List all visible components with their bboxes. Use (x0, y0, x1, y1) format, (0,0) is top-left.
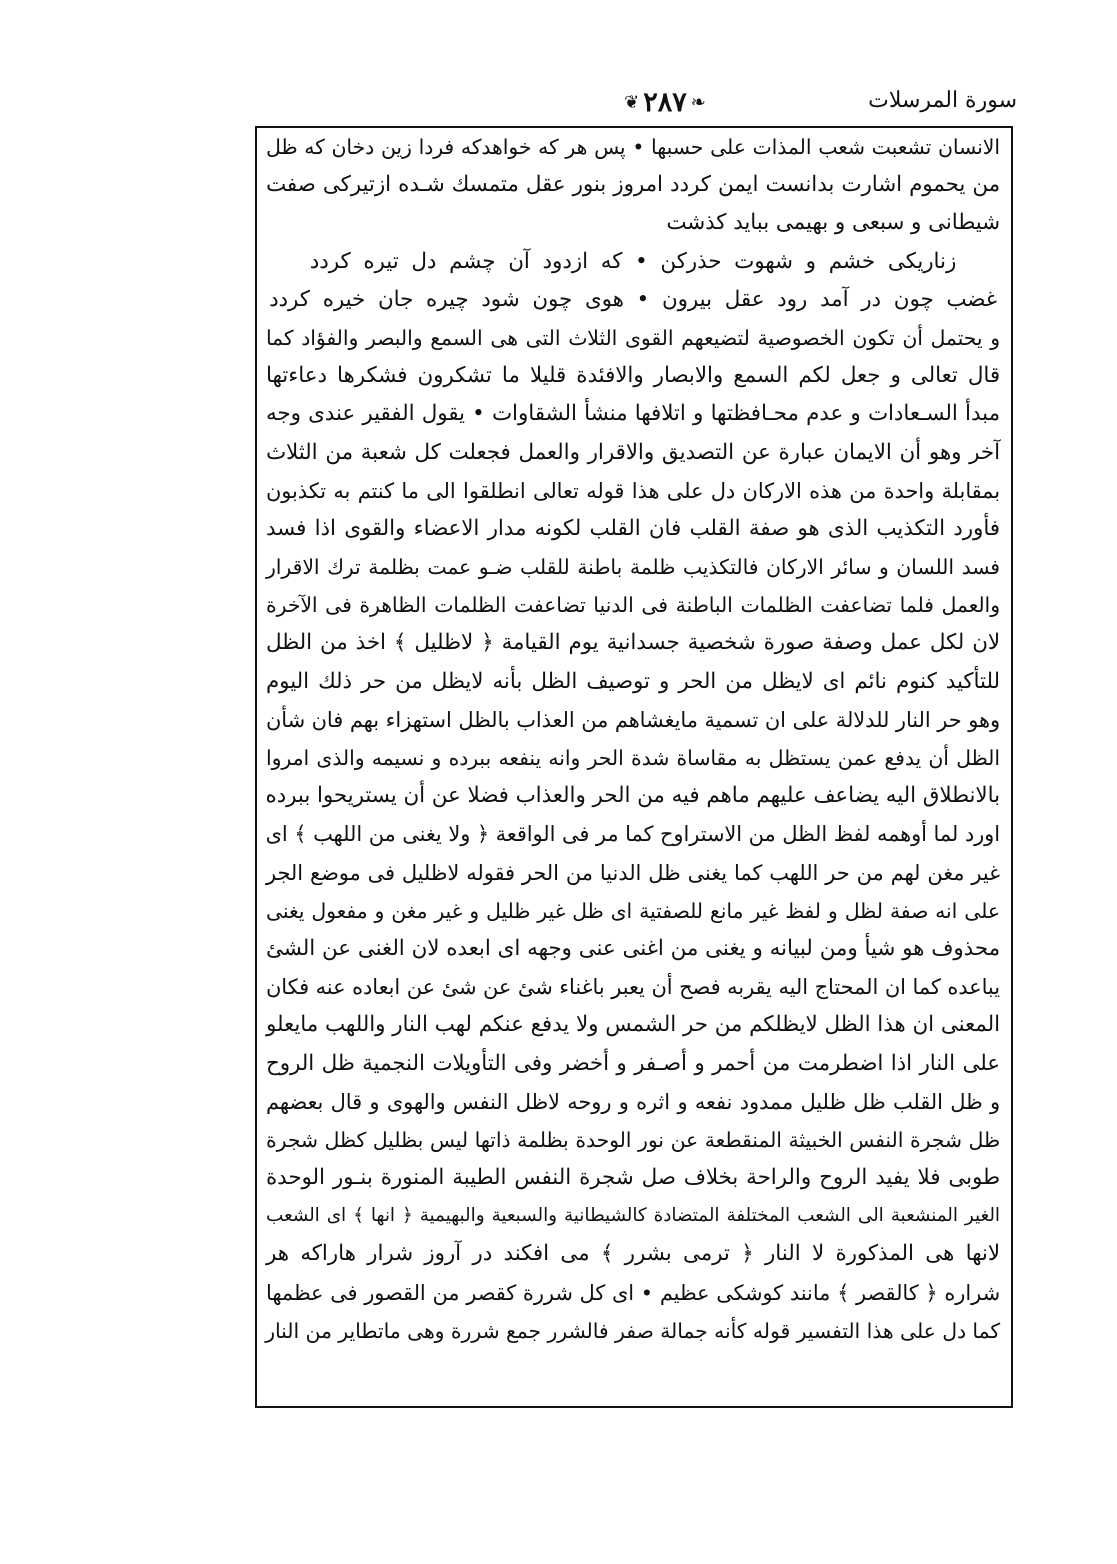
text-line: المعنى ان هذا الظل لايظلكم من حر الشمس ولا يدفع عنكم لهب النار واللهب مايعلو (266, 1012, 1000, 1038)
page-number: ٢٨٧ (643, 87, 687, 118)
text-line: مبدأ السـعادات و عدم محـافظتها و اتلافها منشأ الشقاوات • يقول الفقير عندى وجه (266, 401, 1000, 427)
text-line: على انه صفة لظل و لفظ غير مانع للصفتية اى ظل غير ظليل و غير مغن و مفعول يغنى (266, 898, 1000, 923)
ornament-right-icon: ❧ (690, 92, 706, 113)
page-header (255, 86, 1045, 126)
page-number-block (610, 86, 720, 120)
text-line: من يحموم اشارت بدانست ايمن كردد امروز بنور عقل متمسك شـده ازتيركى صفت (266, 172, 1000, 198)
verse-line: زناريكى خشم و شهوت حذركن • كه ازدود آن چشم دل تيره كردد (309, 248, 957, 274)
text-line: و ظل القلب ظل ظليل ممدود نفعه و اثره و روحه لاظل النفس والهوى و قال بعضهم (266, 1089, 1000, 1114)
text-line: وهو حر النار للدلالة على ان تسمية مايغشاهم من العذاب بالظل استهزاء بهم فان شأن (266, 707, 1000, 732)
text-line: قال تعالى و جعل لكم السمع والابصار والافئدة قليلا ما تشكرون فشكرها دعاءتها (266, 363, 1000, 389)
text-line: طوبى فلا يفيد الروح والراحة بخلاف صل شجرة النفس الطيبة المنورة بنـور الوحدة (266, 1165, 1000, 1191)
text-line: فأورد التكذيب الذى هو صفة القلب فان القلب لكونه مدار الاعضاء والقوى اذا فسد (266, 515, 1000, 541)
text-line: الانسان تشعبت شعب المذات على حسبها • پس هر كه خواهدكه فردا زين دخان كه ظل (266, 135, 1000, 159)
text-line: والعمل فلما تضاعفت الظلمات الباطنة فى الدنيا تضاعفت الظلمات الظاهرة فى الآخرة (266, 593, 1000, 618)
text-line: لانها هى المذكورة لا النار ﴿ ترمى بشرر ﴾ مى افكند در آروز شرار هاراكه هر (266, 1241, 1000, 1267)
text-line: و يحتمل أن تكون الخصوصية لتضيعهم القوى الثلاث التى هى السمع والبصر والفؤاد كما (266, 325, 1000, 350)
text-line: غير مغن لهم من حر اللهب كما يغنى ظل الدنيا من الحر فقوله لاظليل فى موضع الجر (266, 860, 1000, 885)
ornament-left-icon: ❦ (624, 92, 640, 113)
text-line: شراره ﴿ كالقصر ﴾ مانند كوشكى عظيم • اى كل شررة كقصر من القصور فى عظمها (266, 1280, 1000, 1305)
text-line: بالانطلاق اليه يضاعف عليهم ماهم فيه من الحر والعذاب فضلا عن أن يستريحوا ببرده (265, 783, 1000, 809)
text-line: على النار اذا اضطرمت من أحمر و أصـفر و أخضر وفى التأويلات النجمية ظل الروح (266, 1050, 1000, 1076)
running-title: سورة المرسلات (868, 88, 1017, 113)
text-line: محذوف هو شيأ ومن لبيانه و يغنى من اغنى عنى وجهه اى ابعده لان الغنى عن الشئ (266, 935, 1000, 961)
text-line: يباعده كما ان المحتاج اليه يقربه فصح أن يعبر باغناء شئ عن شئ عن ابعاده عنه فكان (266, 975, 1000, 1000)
verse-line: غضب چون در آمد رود عقل بيرون • هوى چون شود چيره جان خيره كردد (269, 286, 997, 312)
text-line: الغير المنشعبة الى الشعب المختلفة المتضادة كالشيطانية والسبعية والبهيمية ﴿ انها ﴾ اى الشعب (266, 1205, 1000, 1227)
text-line: لان لكل عمل وصفة صورة شخصية جسدانية يوم القيامة ﴿ لاظليل ﴾ اخذ من الظل (266, 630, 1000, 656)
text-line: بمقابلة واحدة من هذه الاركان دل على هذا قوله تعالى انطلقوا الى ما كنتم به تكذبون (266, 478, 1000, 503)
text-line: شيطانى و سبعى و بهيمى ببايد كذشت (666, 210, 1000, 236)
text-line: ظل شجرة النفس الخبيثة المنقطعة عن نور الوحدة بظلمة ذاتها ليس بظليل كظل شجرة (266, 1127, 1000, 1152)
text-line: اورد لما أوهمه لفظ الظل من الاستراوح كما مر فى الواقعة ﴿ ولا يغنى من اللهب ﴾ اى (265, 822, 1000, 847)
text-body (260, 128, 1006, 1350)
text-line: كما دل على هذا التفسير قوله كأنه جمالة صفر فالشرر جمع شررة وهى ماتطاير من النار (265, 1318, 1000, 1343)
text-line: فسد اللسان و سائر الاركان فالتكذيب ظلمة باطنة للقلب ضـو عمت بظلمة ترك الاقرار (266, 555, 1001, 580)
text-line: للتأكيد كنوم نائم اى لايظل من الحر و توصيف الظل بأنه لايظل من حر ذلك اليوم (266, 668, 1000, 694)
text-line: الظل أن يدفع عمن يستظل به مقاساة شدة الحر وانه ينفعه ببرده و نسيمه والذى امروا (266, 746, 1000, 770)
text-line: آخر وهو أن الايمان عبارة عن التصديق والاقرار والعمل فجعلت كل شعبة من الثلاث (266, 439, 1000, 465)
